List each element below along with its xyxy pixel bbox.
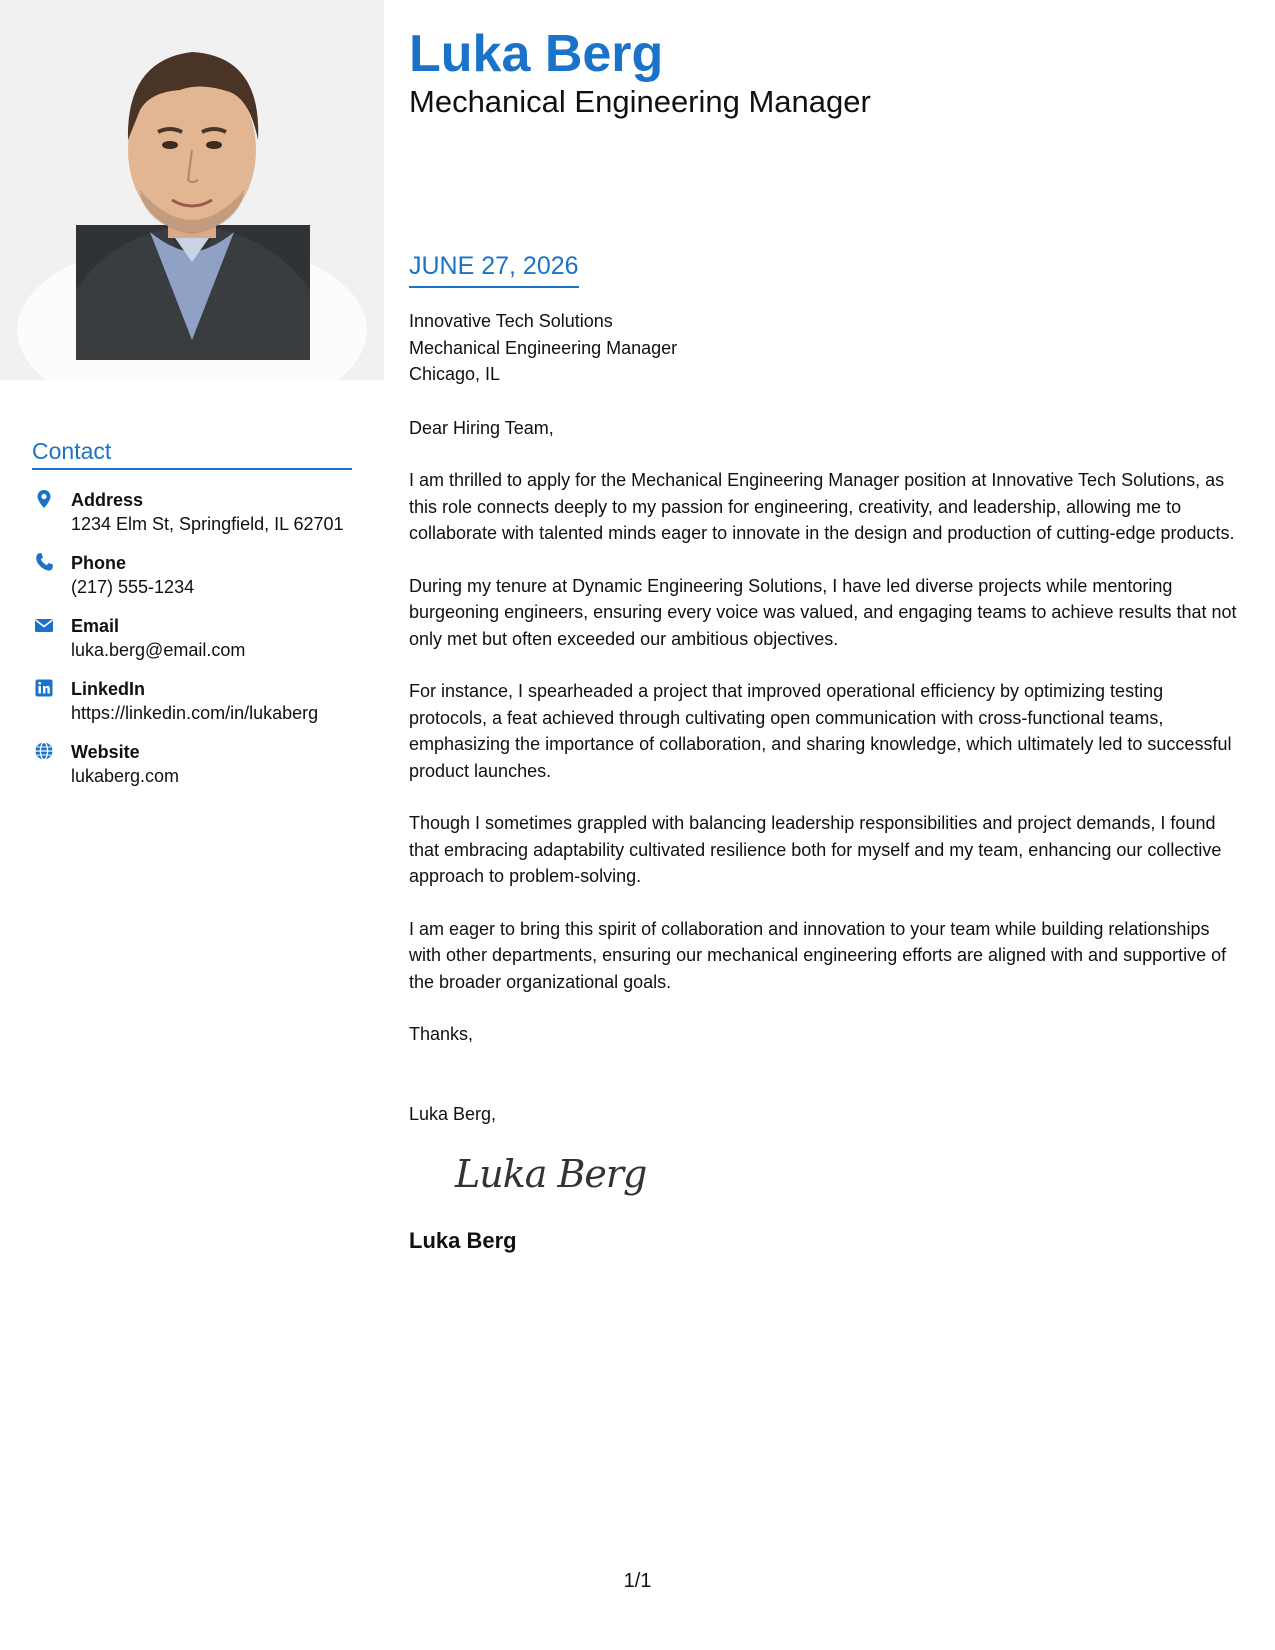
salutation: Dear Hiring Team,	[409, 417, 554, 438]
recipient-company: Innovative Tech Solutions	[409, 311, 613, 331]
body-paragraph: I am eager to bring this spirit of collaboration and innovation to your team while building relationships with other departments, ensuring our mechanical engineering efforts are aligned with and supportive of the broader organizational goals.	[409, 918, 1227, 992]
location-pin-icon	[34, 489, 54, 509]
contact-label: LinkedIn	[71, 679, 146, 699]
linkedin-value[interactable]: https://linkedin.com/in/lukaberg	[71, 703, 319, 723]
body-paragraph: I am thrilled to apply for the Mechanical Engineering Manager position at Innovative Tech Solutions, as this role connects deeply to my passion for engineering, creativity, and leadership, allowing me to collaborate with talented minds eager to innovate in the design and production of cutting-edge products.	[409, 470, 1235, 543]
profile-photo	[0, 0, 384, 380]
contact-label: Phone	[71, 553, 127, 573]
letter-main	[409, 24, 1249, 1255]
body-paragraph: For instance, I spearheaded a project that improved operational efficiency by optimizing testing protocols, a feat achieved through cultivating open communication with cross-functional teams, emphasizing the importance of collaboration, and sharing knowledge, which ultimately led to successful product launches.	[409, 681, 1232, 781]
signatory-name: Luka Berg	[409, 1228, 517, 1253]
recipient-block	[409, 308, 1249, 388]
closing-name: Luka Berg,	[409, 1103, 497, 1124]
body-paragraph: During my tenure at Dynamic Engineering Solutions, I have led diverse projects while mentoring burgeoning engineers, ensuring every voice was valued, and engaging teams to achieve results that not only met but often exceeded our ambitious objectives.	[409, 575, 1237, 649]
email-value[interactable]: luka.berg@email.com	[71, 640, 246, 660]
contact-item-address	[32, 488, 352, 537]
body-paragraph: Though I sometimes grappled with balancing leadership responsibilities and project demands, I found that embracing adaptability cultivated resilience both for myself and my team, enhancing our collective approach to problem-solving.	[409, 813, 1222, 886]
sidebar	[32, 436, 352, 803]
website-value[interactable]: lukaberg.com	[71, 766, 180, 786]
recipient-position: Mechanical Engineering Manager	[409, 337, 678, 358]
recipient-location: Chicago, IL	[409, 364, 501, 384]
email-icon	[34, 615, 54, 635]
globe-icon	[34, 741, 54, 761]
contact-item-website	[32, 740, 352, 789]
phone-value: (217) 555-1234	[71, 577, 195, 597]
contact-item-phone	[32, 551, 352, 600]
contact-label: Address	[71, 490, 144, 510]
applicant-title: Mechanical Engineering Manager	[409, 84, 871, 119]
phone-icon	[34, 552, 54, 572]
contact-label: Website	[71, 742, 140, 762]
address-value: 1234 Elm St, Springfield, IL 62701	[71, 514, 344, 534]
page-number: 1/1	[623, 1570, 652, 1592]
applicant-name: Luka Berg	[409, 25, 664, 83]
linkedin-icon	[34, 678, 54, 698]
signature: Luka Berg	[455, 1152, 647, 1196]
portrait-photo	[0, 0, 384, 380]
closing: Thanks,	[409, 1024, 474, 1044]
contact-item-email	[32, 614, 352, 663]
letter-date: JUNE 27, 2026	[409, 250, 579, 288]
contact-heading: Contact	[32, 436, 352, 470]
contact-label: Email	[71, 616, 120, 636]
contact-item-linkedin	[32, 677, 352, 726]
